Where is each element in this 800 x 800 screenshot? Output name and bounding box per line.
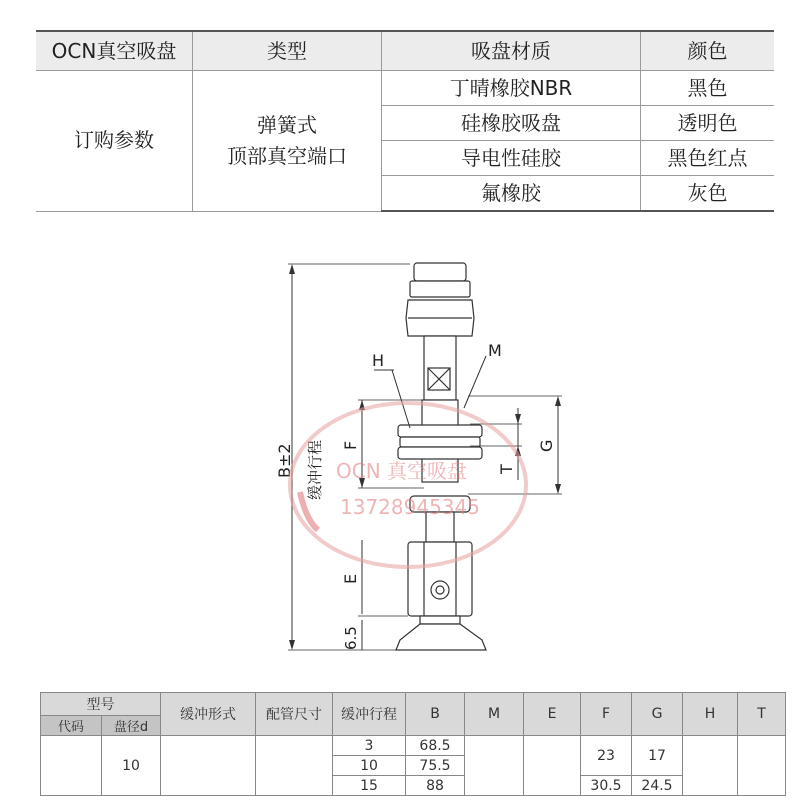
header-code: 代码 [41, 716, 102, 736]
header-pipe-size: 配管尺寸 [256, 693, 333, 736]
m-cell [465, 736, 524, 796]
g-cell: 24.5 [632, 776, 683, 796]
code-cell [41, 736, 102, 796]
header-cup-material: 吸盘材质 [382, 31, 641, 71]
order-parameter-label: 订购参数 [36, 71, 193, 212]
e-cell [524, 736, 581, 796]
header-t: T [738, 693, 786, 736]
header-f: F [581, 693, 632, 736]
type-spring: 弹簧式 [257, 112, 317, 137]
header-color: 颜色 [641, 31, 775, 71]
b-cell: 75.5 [406, 756, 465, 776]
top-fitting-cap [414, 263, 466, 281]
type-cell [193, 71, 382, 212]
stroke-cell: 15 [333, 776, 406, 796]
material-cell: 硅橡胶吸盘 [382, 106, 641, 141]
color-cell: 黑色 [641, 71, 775, 106]
label-stroke: 缓冲行程 [306, 439, 324, 500]
spec-table [40, 692, 786, 796]
type-top-vacuum-port: 顶部真空端口 [227, 143, 347, 168]
lock-nut-upper [398, 425, 482, 437]
material-cell: 丁晴橡胶NBR [382, 71, 641, 106]
header-e: E [524, 693, 581, 736]
material-cell: 氟橡胶 [382, 176, 641, 212]
header-b: B [406, 693, 465, 736]
f-cell: 23 [581, 736, 632, 776]
label-6-5: 6.5 [342, 626, 360, 650]
header-buffer-stroke: 缓冲行程 [333, 693, 406, 736]
watermark-phone: 13728945345 [340, 495, 480, 519]
buffer-type-cell [161, 736, 256, 796]
pipe-size-cell [256, 736, 333, 796]
color-cell: 灰色 [641, 176, 775, 212]
vacuum-cup-drawing [0, 230, 800, 670]
header-ocn-vacuum-cup: OCN真空吸盘 [36, 31, 193, 71]
lock-nut-mid [400, 437, 480, 447]
label-t: T [497, 464, 516, 474]
label-g: G [537, 439, 556, 452]
diameter-cell: 10 [102, 736, 161, 796]
label-b: B±2 [275, 443, 294, 478]
cup-neck [420, 616, 460, 624]
watermark-brand: OCN 真空吸盘 [336, 459, 468, 483]
color-cell: 透明色 [641, 106, 775, 141]
header-buffer-type: 缓冲形式 [161, 693, 256, 736]
material-cell: 导电性硅胶 [382, 141, 641, 176]
stroke-cell: 10 [333, 756, 406, 776]
header-model: 型号 [41, 693, 161, 716]
t-cell [738, 736, 786, 796]
spec-header-row [41, 693, 786, 716]
order-table-header-row [36, 31, 774, 71]
lock-nut-lower [398, 447, 482, 459]
b-cell: 88 [406, 776, 465, 796]
technical-drawing-svg [0, 230, 800, 670]
label-h: H [372, 351, 385, 370]
order-parameter-table [36, 30, 774, 212]
label-e: E [341, 573, 360, 584]
g-cell: 17 [632, 736, 683, 776]
label-m: M [488, 341, 502, 360]
lower-body [408, 542, 472, 616]
label-f: F [341, 440, 360, 450]
header-diameter: 盘径d [102, 716, 161, 736]
header-m: M [465, 693, 524, 736]
table-row [41, 736, 786, 756]
suction-cup [396, 624, 486, 650]
f-cell: 30.5 [581, 776, 632, 796]
b-cell: 68.5 [406, 736, 465, 756]
stroke-cell: 3 [333, 736, 406, 756]
color-cell: 黑色红点 [641, 141, 775, 176]
header-g: G [632, 693, 683, 736]
order-table-row [36, 71, 774, 106]
header-h: H [683, 693, 738, 736]
h-cell [683, 736, 738, 796]
top-fitting-collar [410, 281, 470, 297]
header-type: 类型 [193, 31, 382, 71]
